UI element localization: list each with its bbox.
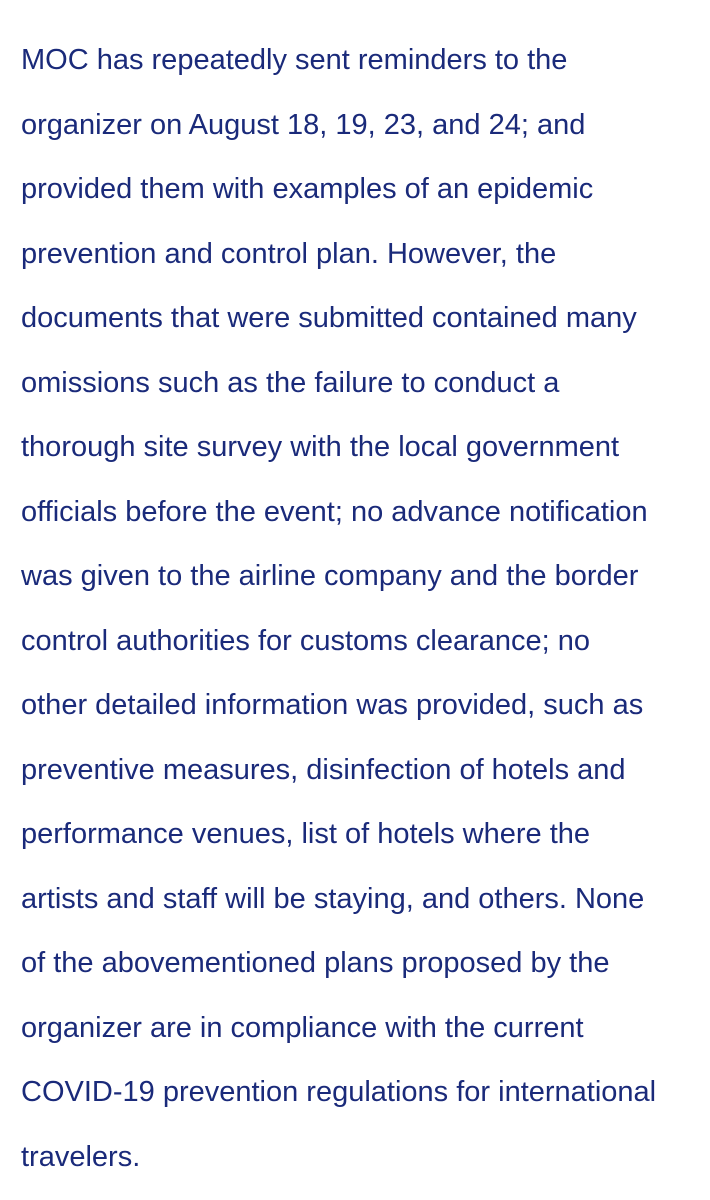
paragraph-line-13: performance venues, list of hotels where the [21, 818, 591, 850]
paragraph-line-11: other detailed information was provided, such as [21, 689, 644, 721]
paragraph-line-3: provided them with examples of an epidemic [21, 173, 594, 205]
paragraph-line-10: control authorities for customs clearance; no [21, 624, 590, 657]
paragraph-line-15: of the abovementioned plans proposed by the [21, 947, 610, 979]
paragraph-line-18: travelers. [21, 1140, 141, 1173]
paragraph-line-14: artists and staff will be staying, and others. None [21, 882, 645, 915]
paragraph-line-5: documents that were submitted contained many [21, 302, 637, 334]
paragraph-line-12: preventive measures, disinfection of hotels and [21, 753, 626, 786]
paragraph-line-2: organizer on August 18, 19, 23, and 24; and [21, 108, 586, 141]
paragraph-line-6: omissions such as the failure to conduct a [21, 366, 560, 399]
paragraph-line-4: prevention and control plan. However, the [21, 237, 557, 270]
paragraph-line-17: COVID-19 prevention regulations for international [21, 1076, 657, 1108]
paragraph-line-7: thorough site survey with the local government [21, 431, 620, 463]
paragraph-line-1: MOC has repeatedly sent reminders to the [21, 44, 568, 76]
paragraph-line-16: organizer are in compliance with the current [21, 1011, 584, 1044]
paragraph-line-8: officials before the event; no advance notification [21, 495, 648, 528]
paragraph-line-9: was given to the airline company and the border [21, 560, 639, 592]
document-paragraph [21, 28, 701, 1189]
